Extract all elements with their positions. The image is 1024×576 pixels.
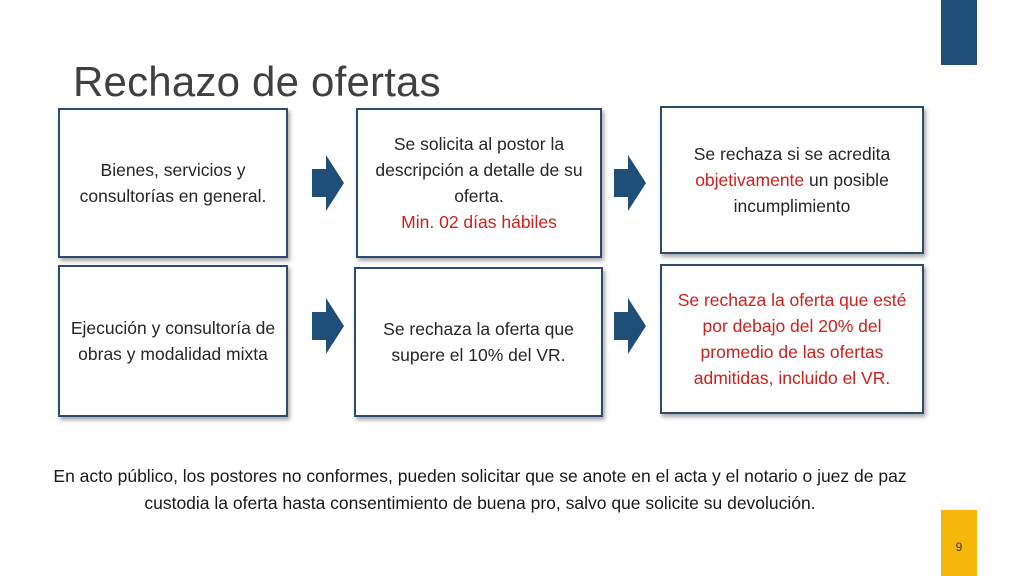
row1-result-text bbox=[680, 141, 904, 219]
row1-result-box bbox=[660, 106, 924, 254]
row1-result-highlight: objetivamente bbox=[695, 170, 805, 190]
row1-step-box bbox=[356, 108, 602, 258]
row1-step-deadline: Min. 02 días hábiles bbox=[401, 212, 557, 232]
accent-bar-top bbox=[941, 0, 977, 65]
row1-result-part1: Se rechaza si se acredita bbox=[693, 144, 891, 164]
row1-step-text: Se solicita al postor la descripción a detalle de su oferta. bbox=[375, 134, 583, 206]
arrow-right-icon bbox=[614, 155, 646, 211]
arrow-right-icon bbox=[614, 298, 646, 354]
row2-category-box bbox=[58, 265, 288, 417]
row2-result-text: Se rechaza la oferta que esté por debajo del 20% del promedio de las ofertas admitidas, incluido el VR. bbox=[677, 290, 907, 388]
footer-note: En acto público, los postores no conformes, pueden solicitar que se anote en el acta y el notario o juez de paz custodia la oferta hasta consentimiento de buena pro, salvo que solicite su devolución. bbox=[53, 466, 907, 513]
row1-category-box bbox=[58, 108, 288, 258]
row2-result-box bbox=[660, 264, 924, 414]
arrow-right-icon bbox=[312, 155, 344, 211]
slide-title: Rechazo de ofertas bbox=[73, 58, 441, 105]
page-number: 9 bbox=[955, 540, 963, 554]
row2-step-box bbox=[354, 267, 603, 417]
arrow-right-icon bbox=[312, 298, 344, 354]
row2-step-text: Se rechaza la oferta que supere el 10% del VR. bbox=[383, 319, 574, 365]
row2-category-text: Ejecución y consultoría de obras y modalidad mixta bbox=[70, 318, 276, 364]
row1-category-text: Bienes, servicios y consultorías en general. bbox=[79, 160, 267, 206]
row1-result-part2: un posible incumplimiento bbox=[733, 170, 889, 216]
